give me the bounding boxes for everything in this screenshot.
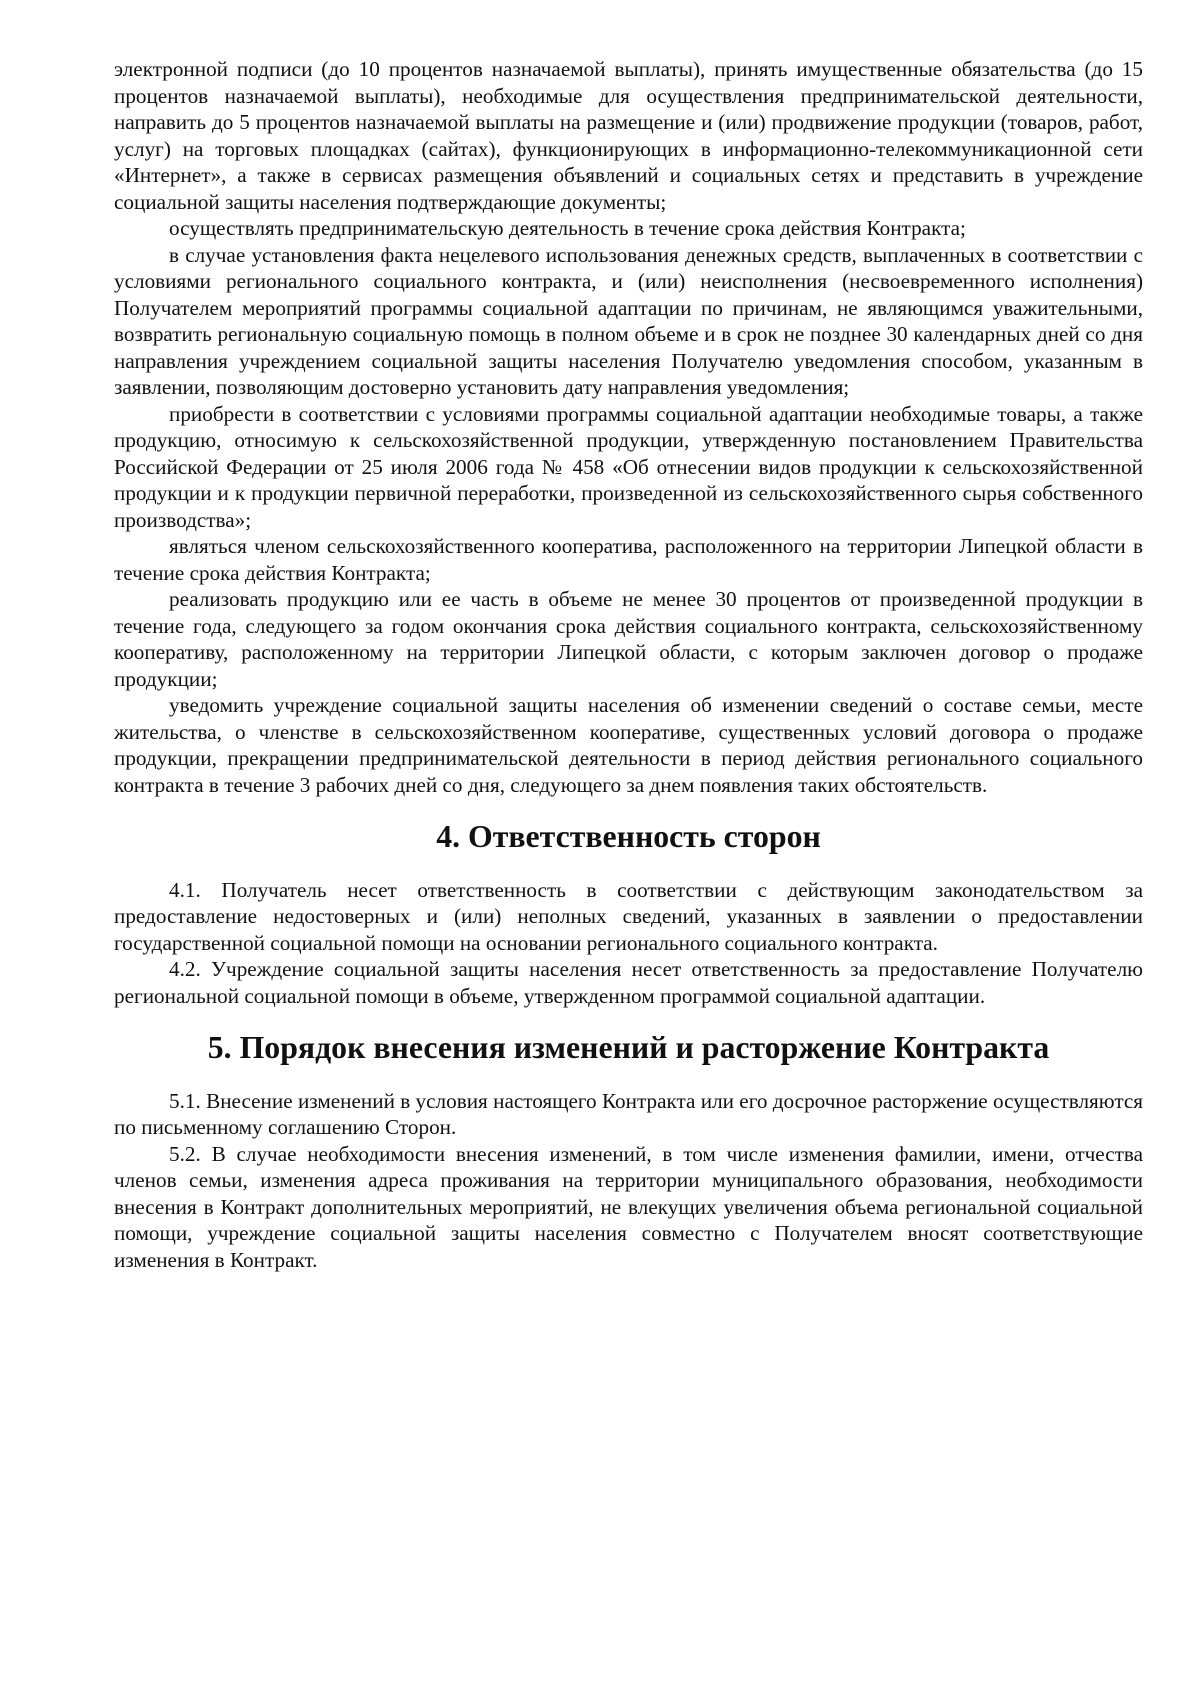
paragraph: электронной подписи (до 10 процентов назначаемой выплаты), принять имущественные обязательства (до 15 процентов назначаемой выплаты), необходимые для осуществления предпринимательской деятельности, направить до 5 процентов назначаемой выплаты на размещение и (или) продвижение продукции (товаров, работ, услуг) на торговых площадках (сайтах), функционирующих в информационно-телекоммуникационной сети «Интернет», а также в сервисах размещения объявлений и социальных сетях и представить в учреждение социальной защиты населения подтверждающие документы; — [114, 57, 1143, 214]
section-heading-responsibility: 4. Ответственность сторон — [436, 819, 821, 854]
document-page — [114, 56, 1143, 1273]
paragraph: приобрести в соответствии с условиями программы социальной адаптации необходимые товары, а также продукцию, относимую к сельскохозяйственной продукции, утвержденную постановлением Правительства Российской Федерации от 25 июля 2006 года № 458 «Об отнесении видов продукции к сельскохозяйственной продукции и к продукции первичной переработки, произведенной из сельскохозяйственного сырья собственного производства»; — [114, 401, 1143, 532]
paragraph: 4.1. Получатель несет ответственность в соответствии с действующим законодательством за предоставление недостоверных и (или) неполных сведений, указанных в заявлении о предоставлении государственной социальной помощи на основании регионального социального контракта. — [114, 877, 1143, 955]
paragraph: в случае установления факта нецелевого использования денежных средств, выплаченных в соответствии с условиями регионального социального контракта, и (или) неисполнения (несвоевременного исполнения) Получателем мероприятий программы социальной адаптации по причинам, не являющимся уважительными, возвратить региональную социальную помощь в полном объеме и в срок не позднее 30 календарных дней со дня направления учреждением социальной защиты населения Получателю уведомления способом, указанным в заявлении, позволяющим достоверно установить дату направления уведомления; — [114, 242, 1143, 399]
paragraph: осуществлять предпринимательскую деятельность в течение срока действия Контракта; — [169, 216, 966, 240]
obligations-list — [114, 56, 1143, 798]
paragraph: 5.2. В случае необходимости внесения изменений, в том числе изменения фамилии, имени, отчества членов семьи, изменения адреса проживания на территории муниципального образования, необходимости внесения в Контракт дополнительных мероприятий, не влекущих увеличения объема региональной социальной помощи, учреждение социальной защиты населения совместно с Получателем вносят соответствующие изменения в Контракт. — [114, 1141, 1143, 1272]
paragraph: 4.2. Учреждение социальной защиты населения несет ответственность за предоставление Получателю региональной социальной помощи в объеме, утвержденном программой социальной адаптации. — [114, 957, 1143, 1008]
section-responsibility-body — [114, 877, 1143, 1010]
paragraph: уведомить учреждение социальной защиты населения об изменении сведений о составе семьи, месте жительства, о членстве в сельскохозяйственном кооперативе, существенных условий договора о продаже продукции, прекращении предпринимательской деятельности в период действия регионального социального контракта в течение 3 рабочих дней со дня, следующего за днем появления таких обстоятельств. — [114, 693, 1143, 797]
paragraph: 5.1. Внесение изменений в условия настоящего Контракта или его досрочное расторжение осуществляются по письменному соглашению Сторон. — [114, 1088, 1143, 1139]
paragraph: реализовать продукцию или ее часть в объеме не менее 30 процентов от произведенной продукции в течение года, следующего за годом окончания срока действия социального контракта, сельскохозяйственному кооперативу, расположенному на территории Липецкой области, с которым заключен договор о продаже продукции; — [114, 587, 1143, 691]
paragraph: являться членом сельскохозяйственного кооператива, расположенного на территории Липецкой области в течение срока действия Контракта; — [114, 534, 1143, 585]
section-amendments-body — [114, 1088, 1143, 1274]
section-heading-amendments: 5. Порядок внесения изменений и расторжение Контракта — [207, 1030, 1050, 1065]
